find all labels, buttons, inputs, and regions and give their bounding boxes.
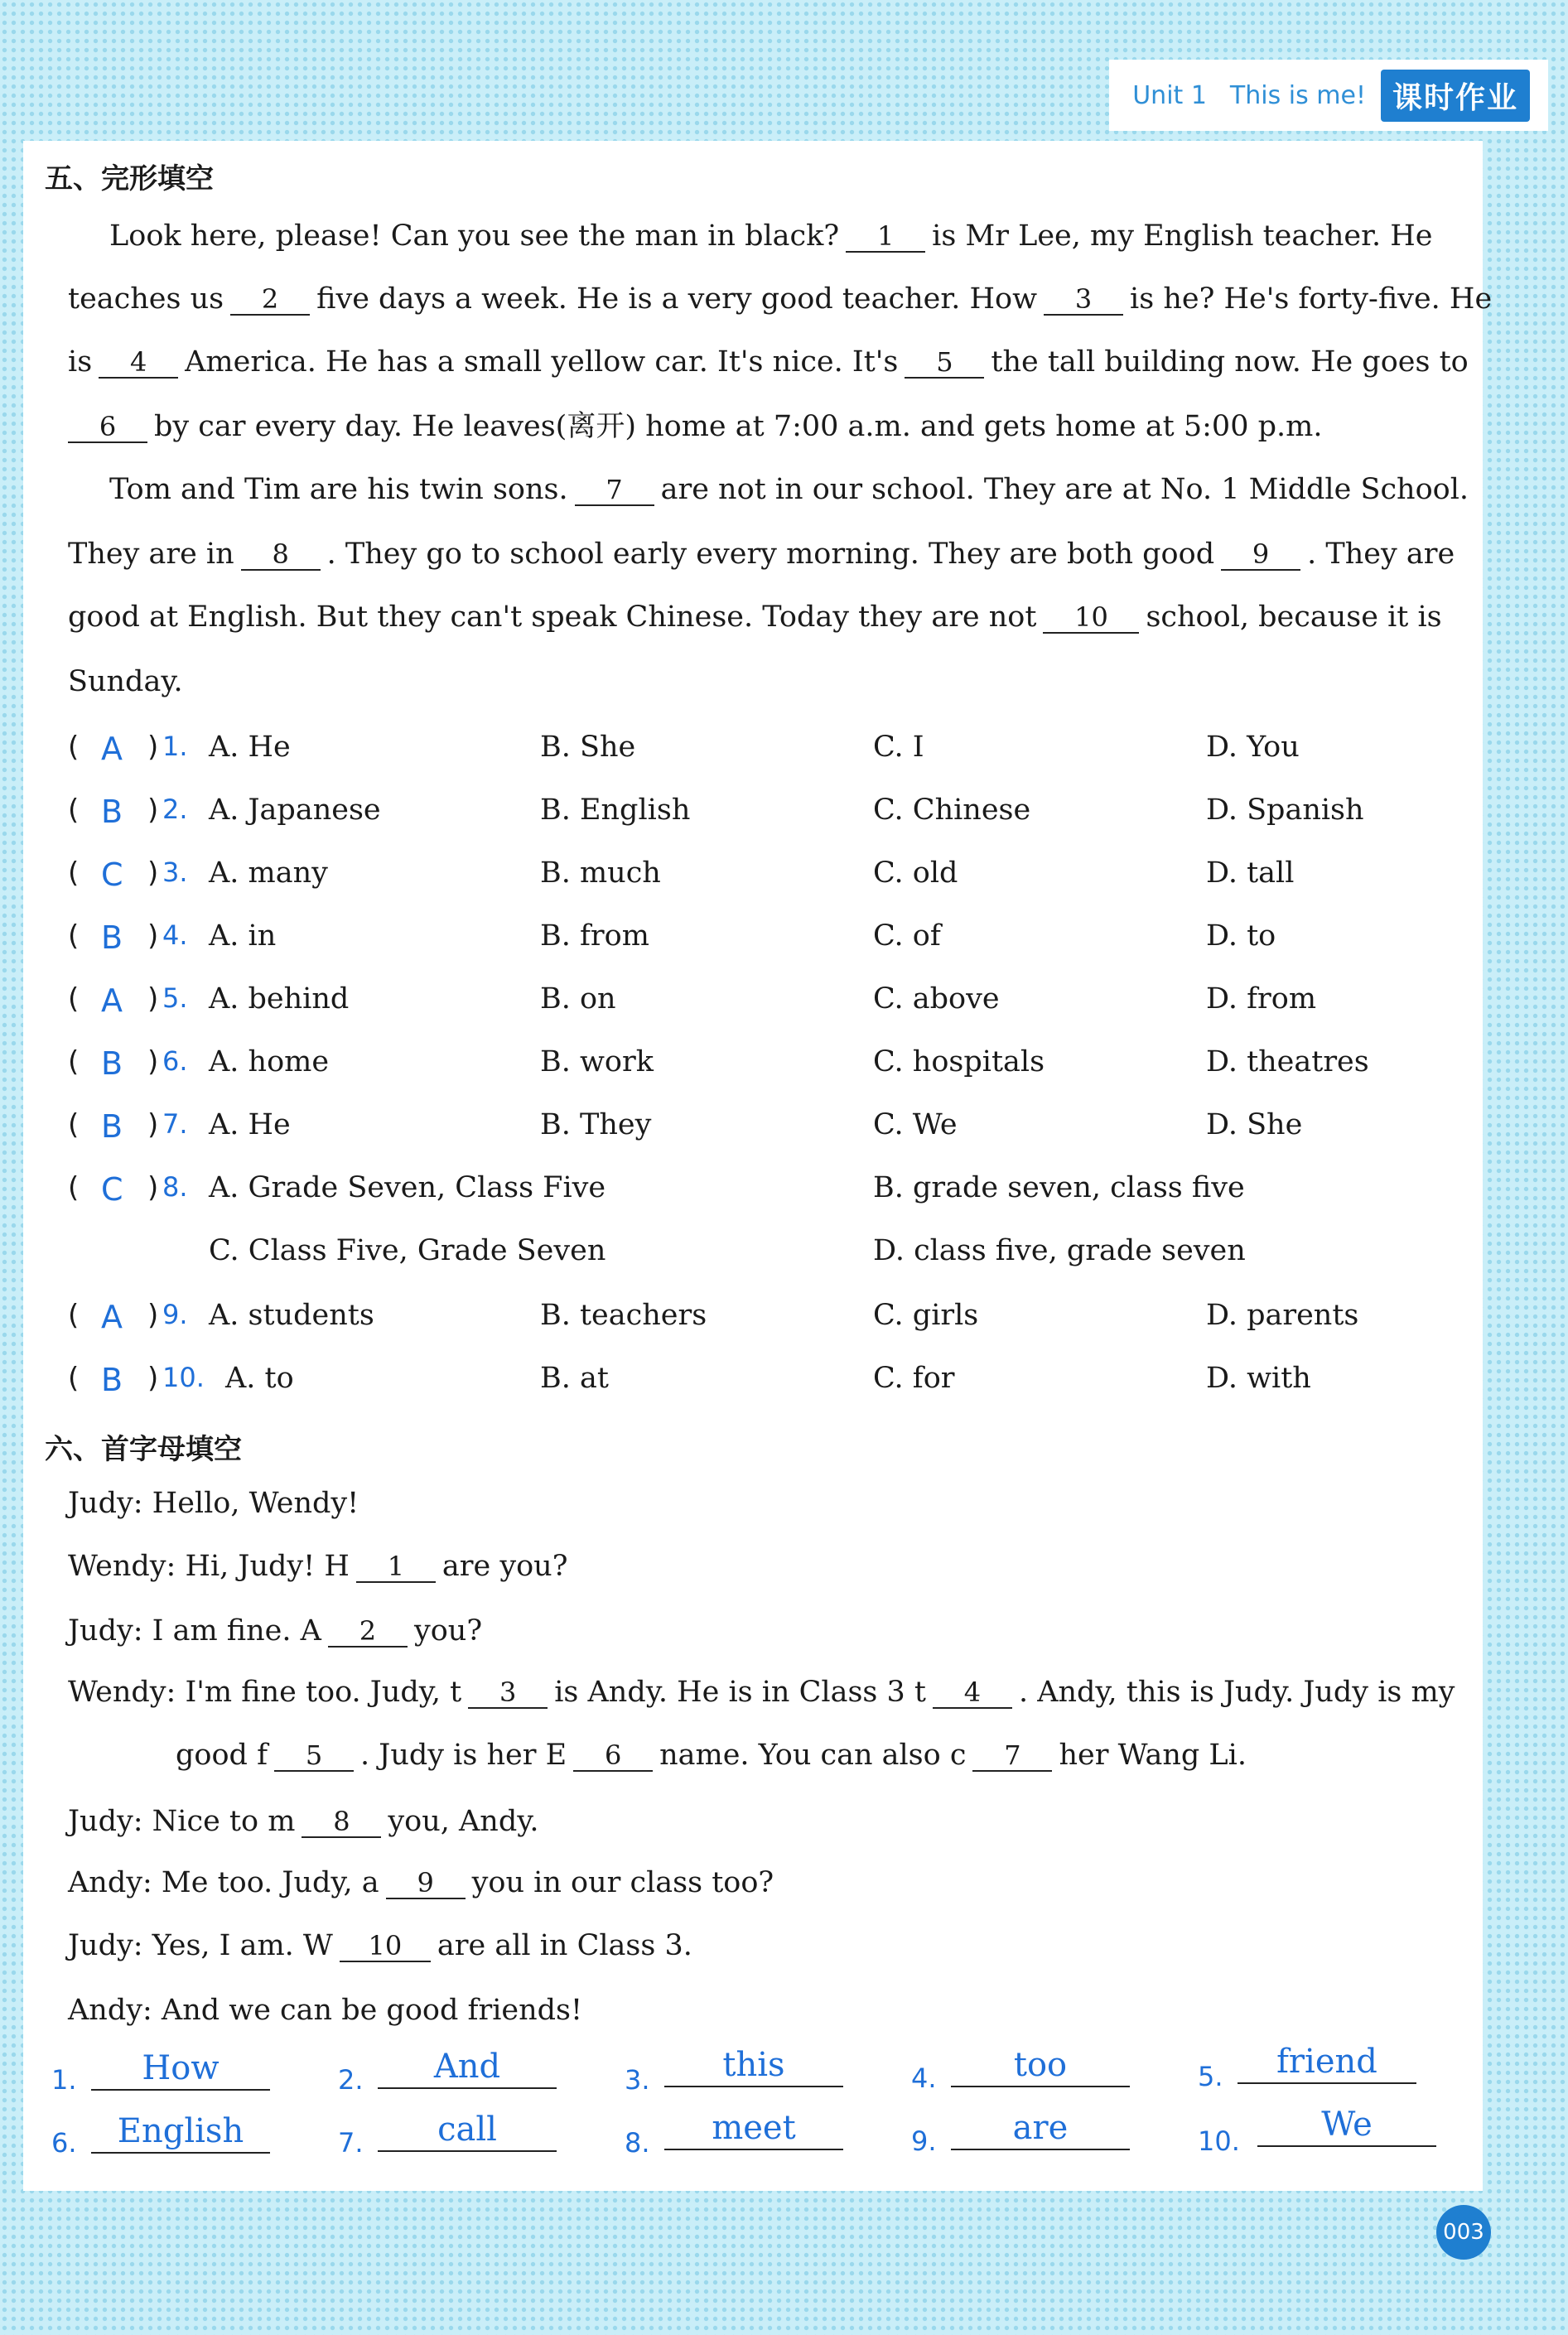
answer-choice: B: [101, 919, 123, 956]
answer-number: 9.: [911, 2125, 937, 2157]
header-tag: [1109, 60, 1548, 131]
answer-number: 6.: [51, 2127, 77, 2159]
answer-choice: B: [101, 1108, 123, 1145]
answer-blank: meet: [664, 2109, 843, 2150]
answer-number: 8.: [625, 2127, 650, 2159]
passage-line: is 4 America. He has a small yellow car. It's nice. It's 5 the tall building now. He goes to: [68, 345, 1469, 379]
answer-blank: friend: [1238, 2043, 1416, 2084]
dialogue-line: Wendy: Hi, Judy! H 1 are you?: [68, 1550, 568, 1583]
worksheet-page: 五、完形填空 Look here, please! Can you see the man in black? 1 is Mr Lee, my English teacher. He teaches us 2 five days a week. He is a very good teacher. How 3 is he? He's forty-five. He is 4 America. He has a small yellow car. It's nice. It's 5 the tall building now. He goes to 6 by car every day. He leaves(离开) home at 7:00 a.m. and gets home at 5:00 p.m. Tom and Tim are his twin sons. 7 are not in our school. They are at No. 1 Middle School. They are in 8 . They go to school early every morning. They are both good 9 . They are good at English. But they can't speak Chinese. Today they are not 10 school, because it is Sunday. ( A ) 1. A. He B. She C. I D. You ( B ) 2. A. Japanese B. English C. Chinese D. Spanish ( C ) 3. A. many B. much C. old D. tall ( B ) 4. A. in B. from C. of D. to ( A ) 5. A. behind B. on C. above D. from ( B ) 6. A. home B. work C. hospitals D. theatres ( B ) 7. A. He B. They C. We D. She ( C ) 8. A. Grade Seven, Class Five B. grade seven, class five C. Class Five, Grade Seven D. class five, grade seven ( A ) 9. A. students B. teachers C. girls D. parents ( B ) 10. A. to B. at C. for D. with 六、首字母填空 Judy: Hello, Wendy! Wendy: Hi, Judy! H 1 are you? Judy: I am fine. A 2 you? Wendy: I'm fine too. Judy, t 3 is Andy. He is in Class 3 t 4 . Andy, this is Judy. Judy is my good f 5 . Judy is her E 6 name. You can also c 7 her Wang Li. Judy: Nice to m 8 you, Andy. Andy: Me too. Judy, a 9 you in our class too? Judy: Yes, I am. W 10 are all in Class 3. Andy: And we can be good friends! 1. How 2. And 3. this 4. too 5. friend 6. English 7. call 8. meet 9. are 10. We: [23, 141, 1483, 2191]
answer-choice: B: [101, 1045, 123, 1082]
passage-line: Tom and Tim are his twin sons. 7 are not in our school. They are at No. 1 Middle School.: [109, 473, 1469, 506]
answer-choice: A: [101, 731, 123, 767]
answer-choice: B: [101, 794, 123, 830]
passage-line: 6 by car every day. He leaves(离开) home at 7:00 a.m. and gets home at 5:00 p.m.: [68, 412, 1476, 443]
answer-choice: A: [101, 982, 123, 1019]
answer-blank: We: [1257, 2106, 1436, 2147]
dialogue-line: Judy: Hello, Wendy!: [68, 1487, 359, 1520]
dialogue-line: Judy: Nice to m 8 you, Andy.: [68, 1805, 539, 1838]
dialogue-line: good f 5 . Judy is her E 6 name. You can also c 7 her Wang Li.: [176, 1739, 1247, 1772]
dialogue-line: Wendy: I'm fine too. Judy, t 3 is Andy. He is in Class 3 t 4 . Andy, this is Judy. Judy is my: [68, 1676, 1455, 1709]
answer-number: 3.: [625, 2064, 650, 2096]
dialogue-line: Judy: Yes, I am. W 10 are all in Class 3.: [68, 1929, 692, 1962]
answer-choice: C: [101, 856, 123, 893]
answer-choice: B: [101, 1362, 123, 1398]
passage-line: They are in 8 . They go to school early every morning. They are both good 9 . They are: [68, 538, 1455, 571]
section6-heading: 六、首字母填空: [45, 1433, 242, 1466]
answer-number: 4.: [911, 2062, 937, 2094]
answer-blank: call: [378, 2111, 557, 2152]
answer-number: 2.: [338, 2064, 364, 2096]
section5-heading: 五、完形填空: [45, 162, 214, 195]
answer-choice: C: [101, 1171, 123, 1208]
answer-blank: too: [951, 2046, 1130, 2087]
dialogue-line: Andy: Me too. Judy, a 9 you in our class too?: [68, 1866, 774, 1899]
answer-choice: A: [101, 1299, 123, 1335]
answer-number: 7.: [338, 2127, 364, 2159]
answer-blank: English: [91, 2112, 270, 2154]
page-number: 003: [1436, 2205, 1491, 2260]
passage-line: Look here, please! Can you see the man in black? 1 is Mr Lee, my English teacher. He: [109, 220, 1433, 253]
answer-number: 5.: [1198, 2061, 1223, 2092]
unit-label: Unit 1: [1132, 80, 1207, 110]
dialogue-line: Judy: I am fine. A 2 you?: [68, 1614, 483, 1648]
answer-blank: And: [378, 2048, 557, 2089]
passage-line: good at English. But they can't speak Chinese. Today they are not 10 school, because it is: [68, 601, 1442, 634]
passage-line: teaches us 2 five days a week. He is a very good teacher. How 3 is he? He's forty-five. He: [68, 282, 1493, 316]
answer-number: 10.: [1198, 2125, 1240, 2157]
unit-title: This is me!: [1229, 80, 1366, 110]
answer-blank: this: [664, 2046, 843, 2087]
answer-blank: How: [91, 2049, 270, 2091]
dialogue-line: Andy: And we can be good friends!: [68, 1994, 583, 2027]
answer-number: 1.: [51, 2064, 77, 2096]
passage-line: Sunday.: [68, 665, 183, 698]
brand-logo: 课时作业: [1381, 70, 1530, 122]
answer-blank: are: [951, 2109, 1130, 2150]
